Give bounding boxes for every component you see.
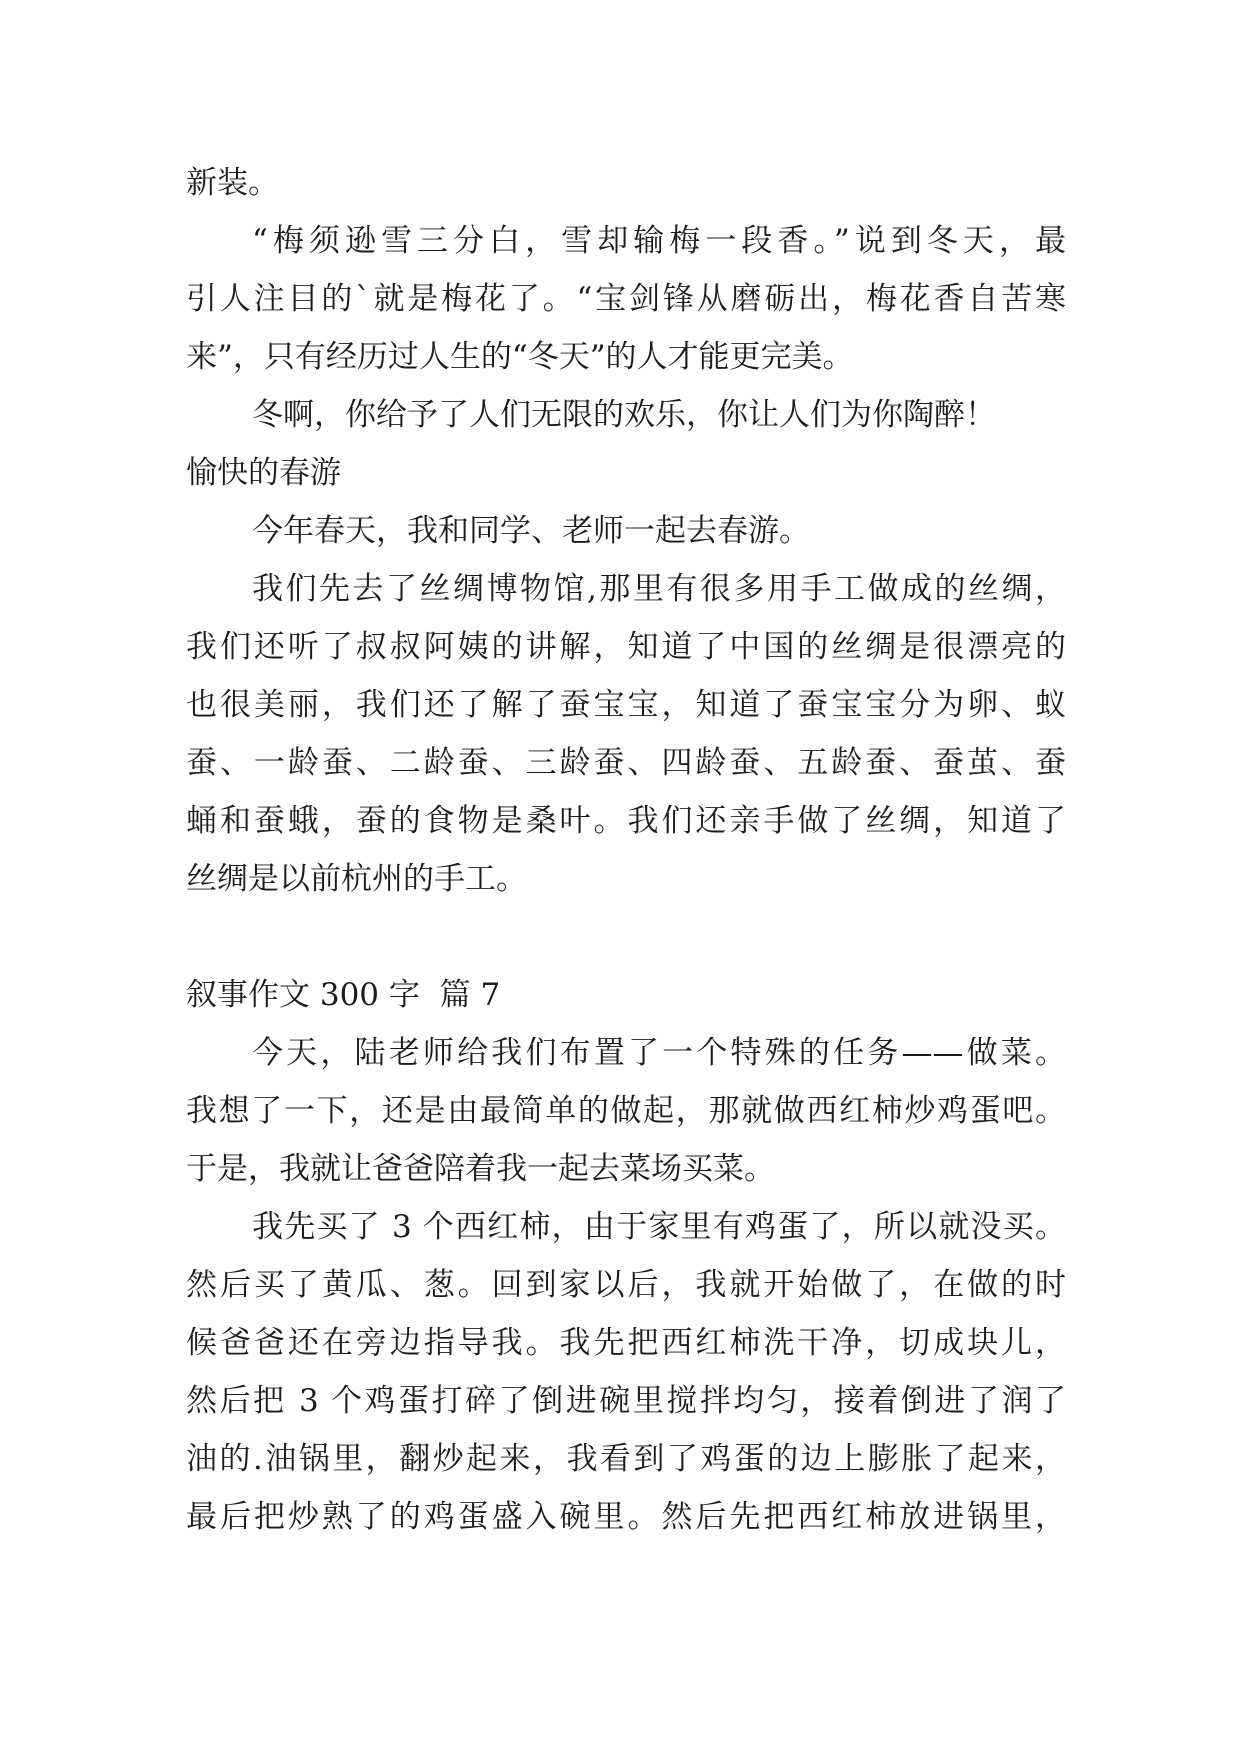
paragraph-line: 然后把 3 个鸡蛋打碎了倒进碗里搅拌均匀，接着倒进了润了 [186,1383,1066,1419]
paragraph [186,212,1066,386]
paragraph-line: 然后买了黄瓜、葱。回到家以后，我就开始做了，在做的时 [186,1267,1066,1303]
paragraph-line: 引人注目的`就是梅花了。“宝剑锋从磨砺出，梅花香自苦寒 [186,281,1066,317]
paragraph-line: 冬啊，你给予了人们无限的欢乐，你让人们为你陶醉！ [252,397,996,433]
paragraph [186,560,1066,908]
paragraph-line: 候爸爸还在旁边指导我。我先把西红柿洗干净，切成块儿， [186,1325,1066,1361]
essay-heading: 叙事作文 300 字 篇 7 [186,977,501,1013]
paragraph-line: 我先买了 3 个西红柿，由于家里有鸡蛋了，所以就没买。 [252,1209,1066,1245]
blank-line [186,908,1066,966]
paragraph [186,502,1066,560]
paragraph-line: 油的.油锅里，翻炒起来，我看到了鸡蛋的边上膨胀了起来， [186,1441,1066,1477]
paragraph-line: 于是，我就让爸爸陪着我一起去菜场买菜。 [186,1151,775,1187]
paragraph-line: 今年春天，我和同学、老师一起去春游。 [252,513,810,549]
paragraph-line: “梅须逊雪三分白，雪却输梅一段香。”说到冬天，最 [252,223,1066,259]
document-body [186,154,1066,1546]
paragraph-line: 我们还听了叔叔阿姨的讲解，知道了中国的丝绸是很漂亮的 [186,629,1066,665]
paragraph-line: 蛹和蚕蛾，蚕的食物是桑叶。我们还亲手做了丝绸，知道了 [186,803,1066,839]
paragraph [186,1198,1066,1546]
paragraph-line: 我们先去了丝绸博物馆,那里有很多用手工做成的丝绸， [252,571,1066,607]
paragraph-line: 来”，只有经历过人生的“冬天”的人才能更完美。 [186,339,854,375]
paragraph [186,1024,1066,1198]
paragraph-line: 今天，陆老师给我们布置了一个特殊的任务——做菜。 [252,1035,1066,1071]
story-title: 愉快的春游 [186,455,341,491]
paragraph [186,154,1066,212]
paragraph-line: 也很美丽，我们还了解了蚕宝宝，知道了蚕宝宝分为卵、蚁 [186,687,1066,723]
paragraph [186,386,1066,444]
paragraph-line: 我想了一下，还是由最简单的做起，那就做西红柿炒鸡蛋吧。 [186,1093,1066,1129]
paragraph-line: 蚕、一龄蚕、二龄蚕、三龄蚕、四龄蚕、五龄蚕、蚕茧、蚕 [186,745,1066,781]
paragraph-line: 丝绸是以前杭州的手工。 [186,861,527,897]
paragraph-line: 新装。 [186,165,279,201]
paragraph-line: 最后把炒熟了的鸡蛋盛入碗里。然后先把西红柿放进锅里， [186,1499,1066,1535]
